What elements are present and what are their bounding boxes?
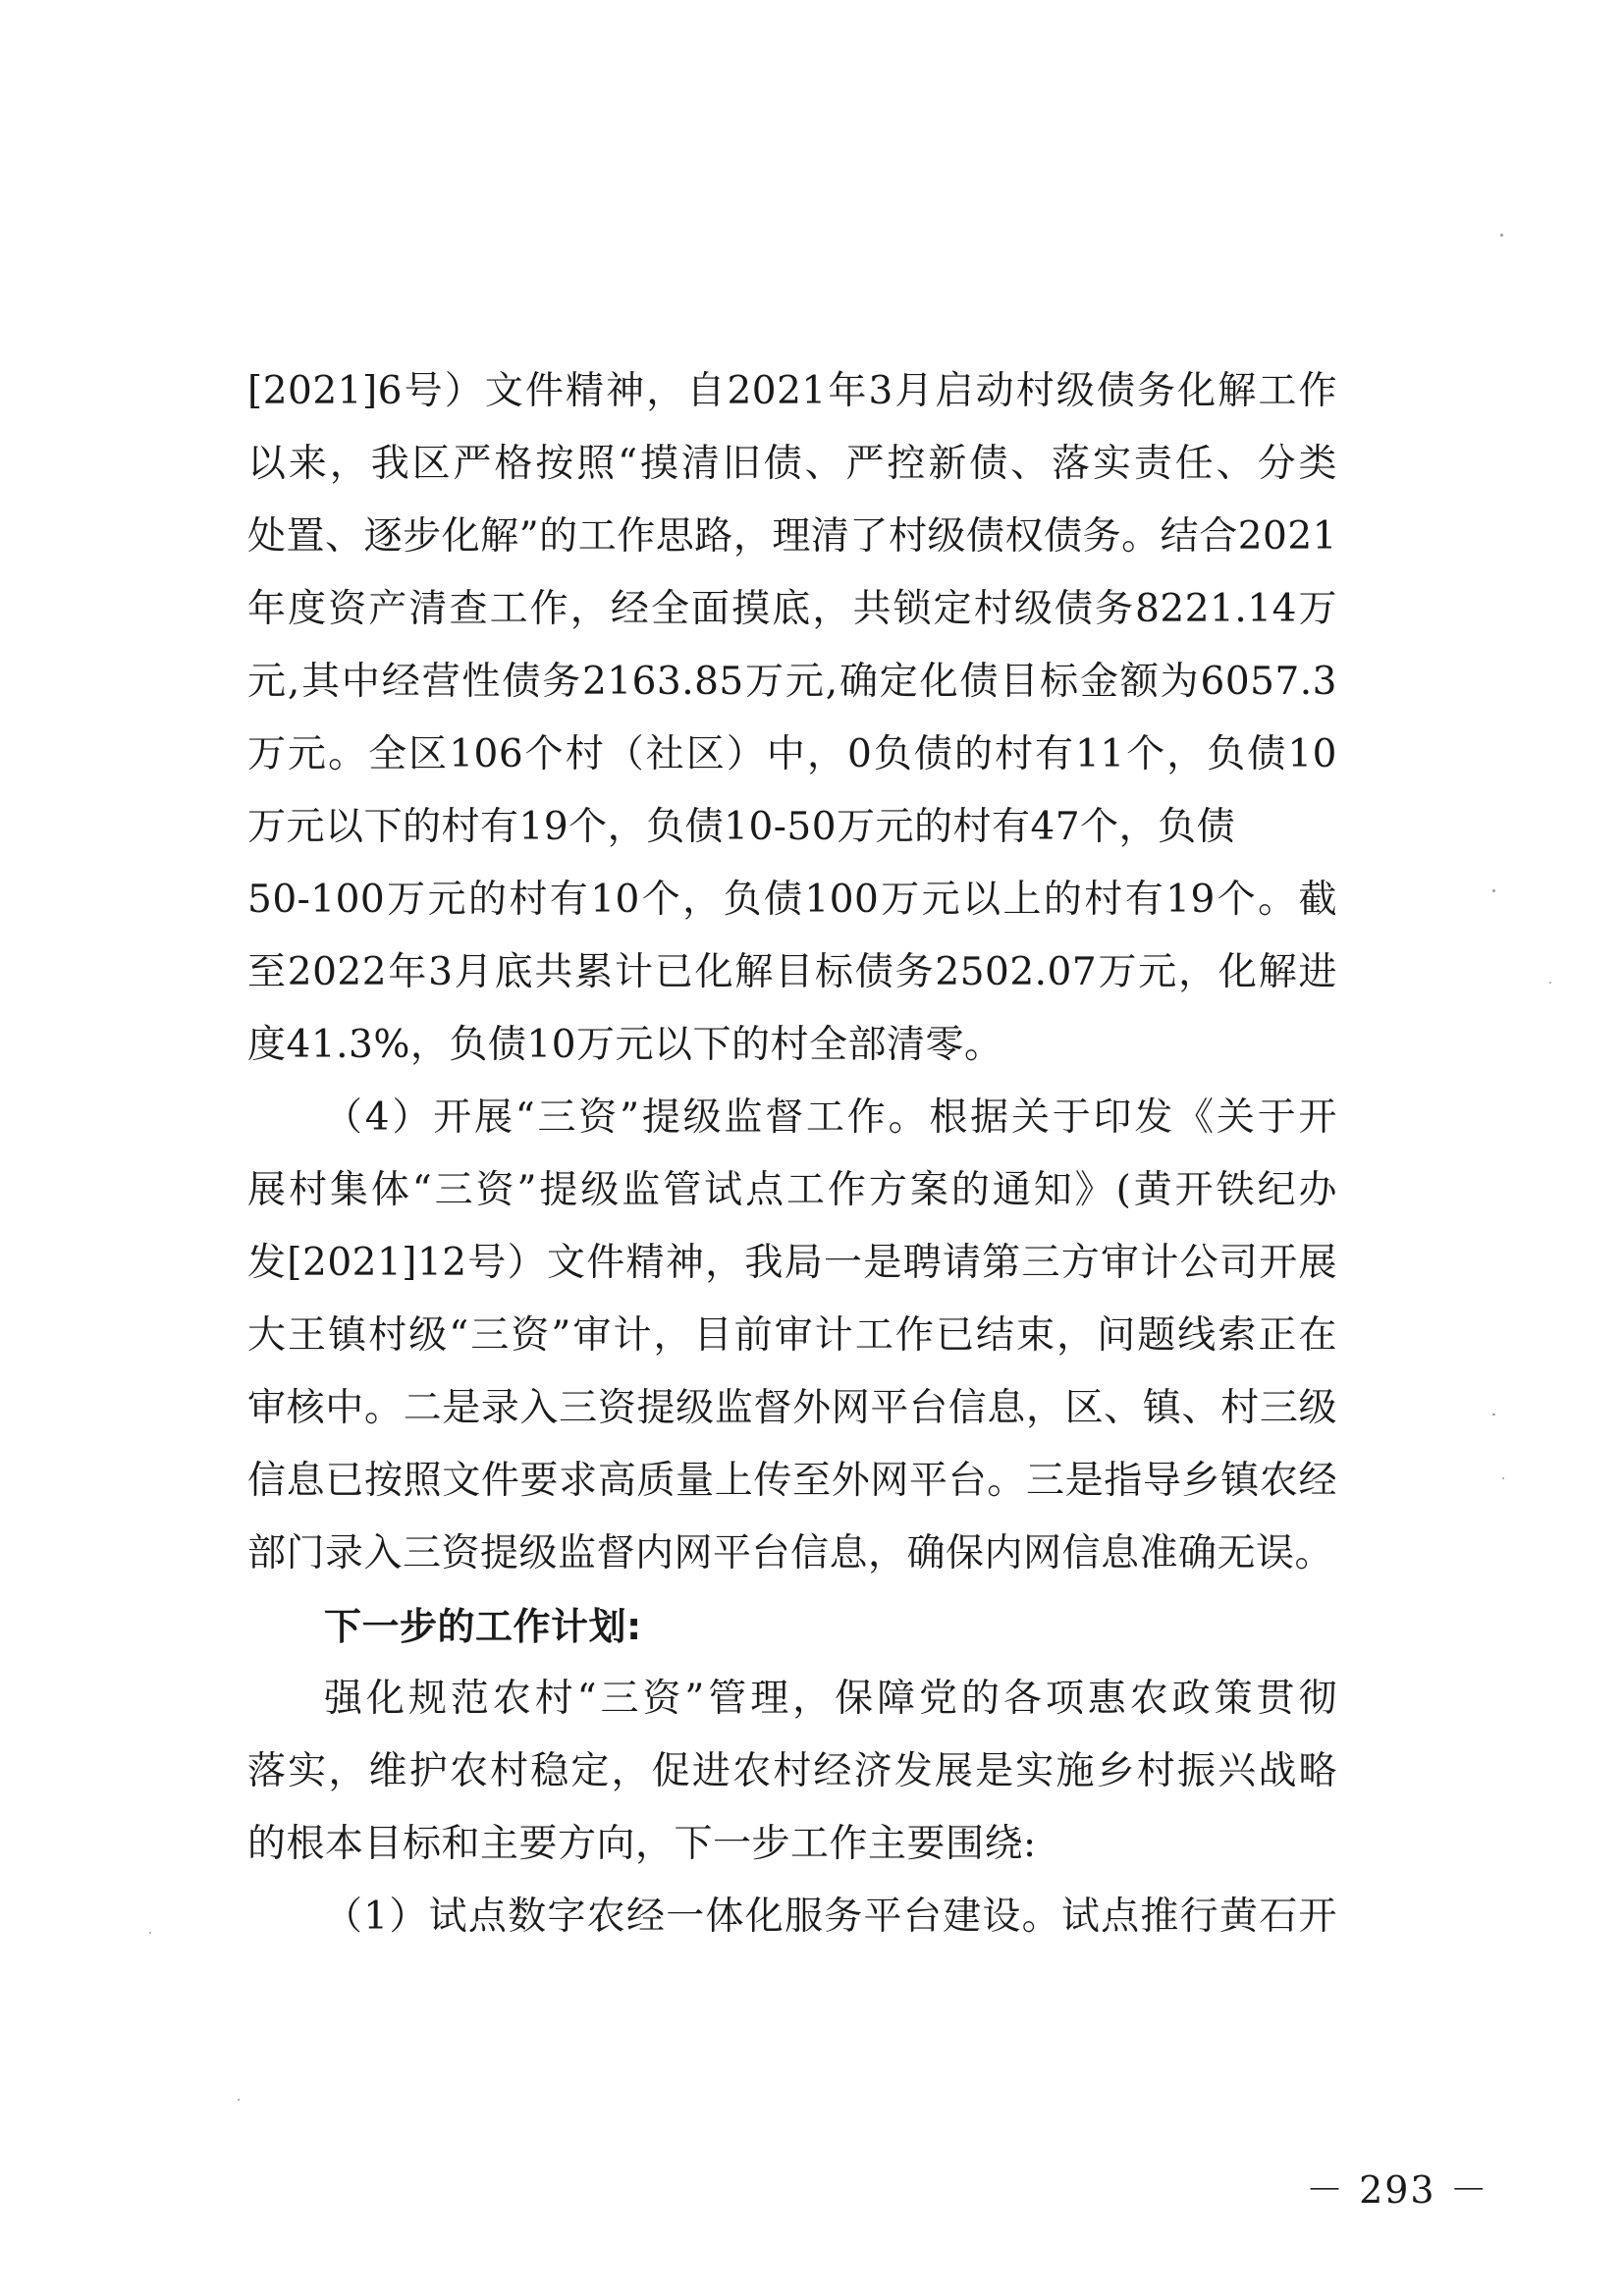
text-line: 处置、逐步化解”的工作思路，理清了村级债权债务。结合2021 [247,514,1337,559]
body-text [247,355,1337,1953]
text-line: 展村集体“三资”提级监管试点工作方案的通知》(黄开铁纪办 [247,1168,1337,1212]
text-line: 万元以下的村有19个，负债10-50万元的村有47个，负债 [247,805,1236,849]
scan-speck [1492,889,1495,892]
text-line: 发[2021]12号）文件精神，我局一是聘请第三方审计公司开展 [247,1241,1337,1285]
scan-speck [1549,982,1551,984]
text-line: 度41.3%，负债10万元以下的村全部清零。 [247,1023,1003,1067]
scan-speck [149,1932,151,1934]
text-line: 以来，我区严格按照“摸清旧债、严控新债、落实责任、分类 [247,442,1337,486]
scan-speck [1500,234,1503,237]
text-line: 年度资产清查工作，经全面摸底，共锁定村级债务8221.14万 [247,587,1337,631]
scan-speck [1492,1414,1495,1415]
text-line: 50-100万元的村有10个，负债100万元以上的村有19个。截 [247,878,1337,922]
text-line: 部门录入三资提级监督内网平台信息，确保内网信息准确无误。 [247,1531,1334,1575]
text-line: 的根本目标和主要方向，下一步工作主要围绕: [247,1822,1037,1866]
scan-speck [1502,1477,1504,1479]
text-line: 万元。全区106个村（社区）中，0负债的村有11个，负债10 [247,732,1337,776]
paragraph-start-line: （1）试点数字农经一体化服务平台建设。试点推行黄石开 [324,1895,1337,1939]
text-line: 落实，维护农村稳定，促进农村经济发展是实施乡村振兴战略 [247,1749,1337,1793]
paragraph-start-line: （4）开展“三资”提级监督工作。根据关于印发《关于开 [324,1095,1337,1140]
section-heading: 下一步的工作计划: [324,1605,642,1648]
scan-speck [238,2099,240,2101]
text-line: 信息已按照文件要求高质量上传至外网平台。三是指导乡镇农经 [247,1459,1337,1503]
text-line: 审核中。二是录入三资提级监督外网平台信息，区、镇、村三级 [247,1386,1337,1430]
text-line: [2021]6号）文件精神，自2021年3月启动村级债务化解工作 [247,369,1337,413]
page-number: － 293 － [1306,2168,1489,2212]
text-line: 元,其中经营性债务2163.85万元,确定化债目标金额为6057.3 [247,660,1337,704]
paragraph-start-line: 强化规范农村“三资”管理，保障党的各项惠农政策贯彻 [324,1677,1337,1721]
text-line: 大王镇村级“三资”审计，目前审计工作已结束，问题线索正在 [247,1313,1337,1358]
text-line: 至2022年3月底共累计已化解目标债务2502.07万元，化解进 [247,950,1337,994]
